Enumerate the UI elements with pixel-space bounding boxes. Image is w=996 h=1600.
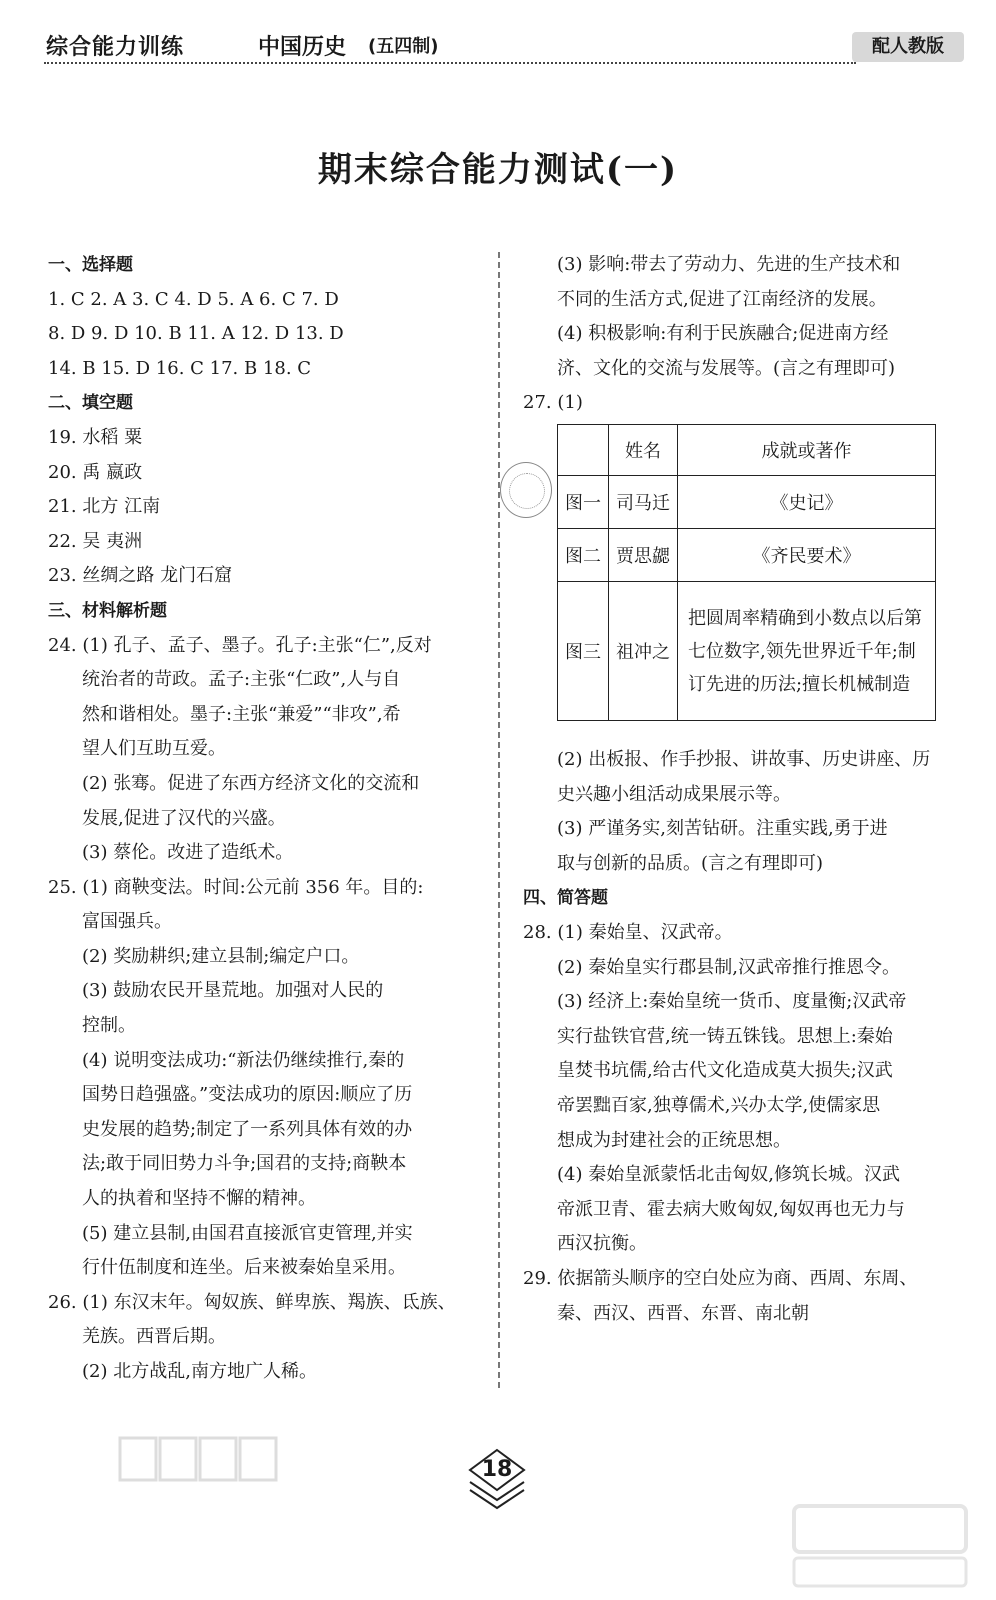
- table-cell-name: 司马迁: [609, 476, 678, 529]
- answer-line: 秦、西汉、西晋、东晋、南北朝: [557, 1302, 809, 1324]
- answer-line: (4) 说明变法成功:“新法仍继续推行,秦的: [82, 1049, 405, 1071]
- section-heading: 四、简答题: [523, 888, 608, 909]
- answer-line: 26. (1) 东汉末年。匈奴族、鲜卑族、羯族、氐族、: [48, 1291, 456, 1313]
- answer-line: (5) 建立县制,由国君直接派官吏管理,并实: [82, 1222, 413, 1244]
- answer-line: (3) 影响:带去了劳动力、先进的生产技术和: [557, 254, 901, 275]
- answer-line: 帝派卫青、霍去病大败匈奴,匈奴再也无力与: [557, 1198, 905, 1220]
- answer-line: 法;敢于同旧势力斗争;国君的支持;商鞅本: [82, 1153, 407, 1175]
- subject-title: 中国历史: [258, 35, 347, 60]
- answer-line: 1. C 2. A 3. C 4. D 5. A 6. C 7. D: [48, 288, 339, 310]
- page-title: 期末综合能力测试(一): [317, 150, 679, 190]
- answer-line: 20. 禹 嬴政: [48, 461, 143, 483]
- table-header-cell: 姓名: [609, 425, 678, 476]
- table-header-cell: [558, 425, 609, 476]
- table-cell-name: 贾思勰: [609, 529, 678, 582]
- answer-line: (2) 出板报、作手抄报、讲故事、历史讲座、历: [557, 749, 931, 770]
- answer-line: 不同的生活方式,促进了江南经济的发展。: [557, 288, 887, 310]
- table-header-cell: 成就或著作: [678, 425, 936, 476]
- page-number-badge: [466, 1448, 528, 1510]
- answer-line: 史发展的趋势;制定了一系列具体有效的办: [82, 1118, 413, 1140]
- section-heading: 三、材料解析题: [48, 600, 167, 621]
- answer-line: 济、文化的交流与发展等。(言之有理即可): [557, 357, 896, 379]
- header-rule: [44, 62, 856, 64]
- answer-line: (3) 严谨务实,刻苦钻研。注重实践,勇于进: [557, 818, 888, 840]
- right-column-top: [523, 248, 953, 421]
- answer-line: (3) 蔡伦。改进了造纸术。: [82, 842, 294, 864]
- right-column-bottom: [523, 743, 953, 1331]
- answer-line: 人的执着和坚持不懈的精神。: [82, 1188, 316, 1210]
- edition-badge: 配人教版: [852, 32, 964, 62]
- answer-line: 24. (1) 孔子、孟子、墨子。孔子:主张“仁”,反对: [48, 634, 432, 656]
- answer-line: (4) 秦始皇派蒙恬北击匈奴,修筑长城。汉武: [557, 1164, 900, 1186]
- answer-line: (3) 经济上:秦始皇统一货币、度量衡;汉武帝: [557, 991, 907, 1013]
- table-cell-work: 把圆周率精确到小数点以后第七位数字,领先世界近千年;制订先进的历法;擅长机械制造: [678, 582, 936, 721]
- answer-line: 帝罢黜百家,独尊儒术,兴办太学,使儒家思: [557, 1094, 881, 1116]
- table-cell-work: 《齐民要术》: [678, 529, 936, 582]
- answer-line: 然和谐相处。墨子:主张“兼爱”“非攻”,希: [82, 703, 401, 725]
- answer-line: 实行盐铁官营,统一铸五铢钱。思想上:秦始: [557, 1025, 893, 1047]
- answer-line: (2) 北方战乱,南方地广人稀。: [82, 1361, 317, 1382]
- table-row: [558, 476, 936, 529]
- table-row: [558, 582, 936, 721]
- left-column: [48, 248, 468, 1390]
- answer-line: 望人们互助互爱。: [82, 738, 226, 760]
- answer-line: 25. (1) 商鞅变法。时间:公元前 356 年。目的:: [48, 876, 424, 898]
- achievement-table: [557, 424, 936, 721]
- answer-line: 21. 北方 江南: [48, 496, 161, 518]
- table-row: [558, 529, 936, 582]
- table-cell-figure: 图一: [558, 476, 609, 529]
- column-divider: [498, 252, 500, 1388]
- watermark-site-logo-icon: [790, 1500, 970, 1590]
- table-cell-name: 祖冲之: [609, 582, 678, 721]
- answer-line: 国势日趋强盛。”变法成功的原因:顺应了历: [82, 1084, 413, 1106]
- table-cell-figure: 图三: [558, 582, 609, 721]
- answer-line: 取与创新的品质。(言之有理即可): [557, 852, 824, 874]
- section-heading: 一、选择题: [48, 255, 133, 275]
- answer-line: (2) 张骞。促进了东西方经济文化的交流和: [82, 772, 420, 794]
- answer-line: 行什伍制度和连坐。后来被秦始皇采用。: [82, 1257, 406, 1279]
- answer-line: 羌族。西晋后期。: [82, 1326, 226, 1348]
- answer-line: 14. B 15. D 16. C 17. B 18. C: [48, 357, 312, 379]
- answer-line: 22. 吴 夷洲: [48, 530, 143, 552]
- answer-line: 27. (1): [523, 392, 583, 414]
- table-cell-figure: 图二: [558, 529, 609, 582]
- answer-line: 19. 水稻 粟: [48, 426, 143, 448]
- answer-line: 发展,促进了汉代的兴盛。: [82, 807, 286, 829]
- page-number: 18: [481, 1457, 513, 1482]
- school-system: (五四制): [368, 36, 439, 57]
- page-header: [46, 26, 970, 62]
- answer-line: (3) 鼓励农民开垦荒地。加强对人民的: [82, 980, 384, 1002]
- answer-line: 富国强兵。: [82, 911, 172, 933]
- answer-line: 29. 依据箭头顺序的空白处应为商、西周、东周、: [523, 1267, 918, 1289]
- answer-line: 史兴趣小组活动成果展示等。: [557, 783, 791, 805]
- answer-line: (4) 积极影响:有利于民族融合;促进南方经: [557, 323, 889, 345]
- watermark-logo-icon: [118, 1432, 278, 1486]
- answer-line: 想成为封建社会的正统思想。: [557, 1129, 791, 1151]
- answer-line: (2) 奖励耕织;建立县制;编定户口。: [82, 945, 360, 967]
- stamp-seal-icon: [500, 462, 552, 518]
- answer-line: 皇焚书坑儒,给古代文化造成莫大损失;汉武: [557, 1060, 893, 1082]
- section-heading: 二、填空题: [48, 393, 133, 414]
- table-cell-work: 《史记》: [678, 476, 936, 529]
- answer-line: (2) 秦始皇实行郡县制,汉武帝推行推恩令。: [557, 956, 900, 978]
- answer-line: 8. D 9. D 10. B 11. A 12. D 13. D: [48, 323, 344, 345]
- answer-line: 西汉抗衡。: [557, 1233, 647, 1255]
- answer-line: 控制。: [82, 1015, 136, 1037]
- answer-line: 28. (1) 秦始皇、汉武帝。: [523, 921, 733, 943]
- table-header-row: [558, 425, 936, 476]
- series-title: 综合能力训练: [46, 35, 185, 60]
- answer-line: 23. 丝绸之路 龙门石窟: [48, 565, 233, 587]
- answer-line: 统治者的苛政。孟子:主张“仁政”,人与自: [82, 669, 401, 691]
